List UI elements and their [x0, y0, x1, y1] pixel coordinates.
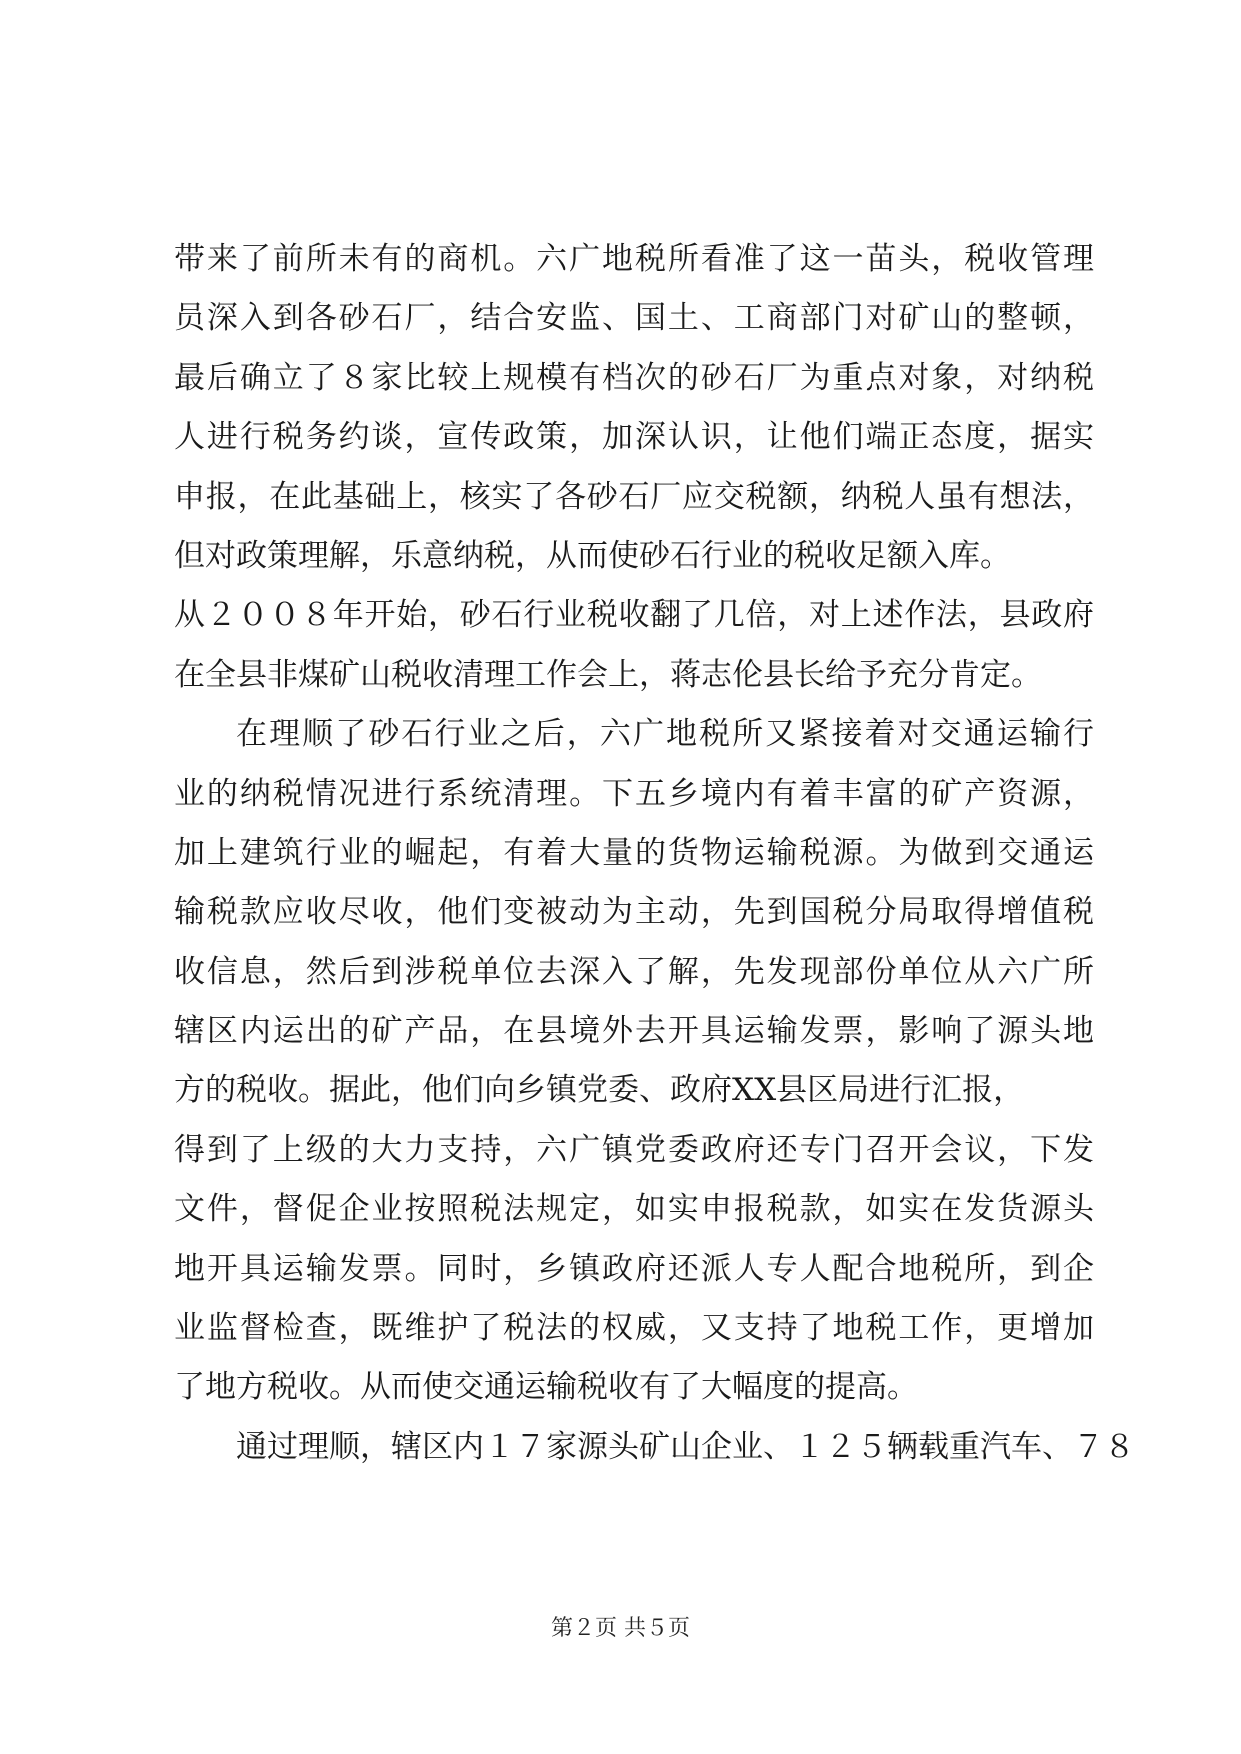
- text-line: 收信息，然后到涉税单位去深入了解，先发现部份单位从六广所: [174, 953, 1094, 990]
- text-line: 了地方税收。从而使交通运输税收有了大幅度的提高。: [174, 1369, 918, 1406]
- text-line: 方的税收。据此，他们向乡镇党委、政府XX县区局进行汇报，: [174, 1072, 1025, 1109]
- body-text: [174, 230, 1135, 1477]
- text-line: 从２００８年开始，砂石行业税收翻了几倍，对上述作法，县政府: [174, 597, 1094, 634]
- text-line: 员深入到各砂石厂，结合安监、国土、工商部门对矿山的整顿，: [174, 300, 1094, 337]
- paragraph-start-line: 在理顺了砂石行业之后，六广地税所又紧接着对交通运输行: [236, 716, 1094, 753]
- paragraph-start-line: 通过理顺，辖区内１７家源头矿山企业、１２５辆载重汽车、７８: [236, 1428, 1135, 1465]
- text-line: 在全县非煤矿山税收清理工作会上，蒋志伦县长给予充分肯定。: [174, 656, 1042, 693]
- page-footer: [0, 1614, 1241, 1644]
- text-line: 辖区内运出的矿产品，在县境外去开具运输发票，影响了源头地: [174, 1013, 1094, 1050]
- text-line: 加上建筑行业的崛起，有着大量的货物运输税源。为做到交通运: [174, 834, 1094, 871]
- text-line: 申报，在此基础上，核实了各砂石厂应交税额，纳税人虽有想法，: [174, 478, 1094, 515]
- text-line: 但对政策理解，乐意纳税，从而使砂石行业的税收足额入库。: [174, 537, 1011, 574]
- page-number: 第２页 共５页: [551, 1616, 690, 1641]
- text-line: 业监督检查，既维护了税法的权威，又支持了地税工作，更增加: [174, 1310, 1094, 1347]
- text-line: 地开具运输发票。同时，乡镇政府还派人专人配合地税所，到企: [174, 1250, 1094, 1287]
- text-line: 输税款应收尽收，他们变被动为主动，先到国税分局取得增值税: [174, 894, 1094, 931]
- text-line: 得到了上级的大力支持，六广镇党委政府还专门召开会议，下发: [174, 1131, 1094, 1168]
- text-line: 最后确立了８家比较上规模有档次的砂石厂为重点对象，对纳税: [174, 359, 1094, 396]
- text-line: 人进行税务约谈，宣传政策，加深认识，让他们端正态度，据实: [174, 419, 1094, 456]
- text-line: 带来了前所未有的商机。六广地税所看准了这一苗头，税收管理: [174, 241, 1094, 277]
- text-line: 文件，督促企业按照税法规定，如实申报税款，如实在发货源头: [174, 1191, 1094, 1228]
- text-line: 业的纳税情况进行系统清理。下五乡境内有着丰富的矿产资源，: [174, 775, 1094, 812]
